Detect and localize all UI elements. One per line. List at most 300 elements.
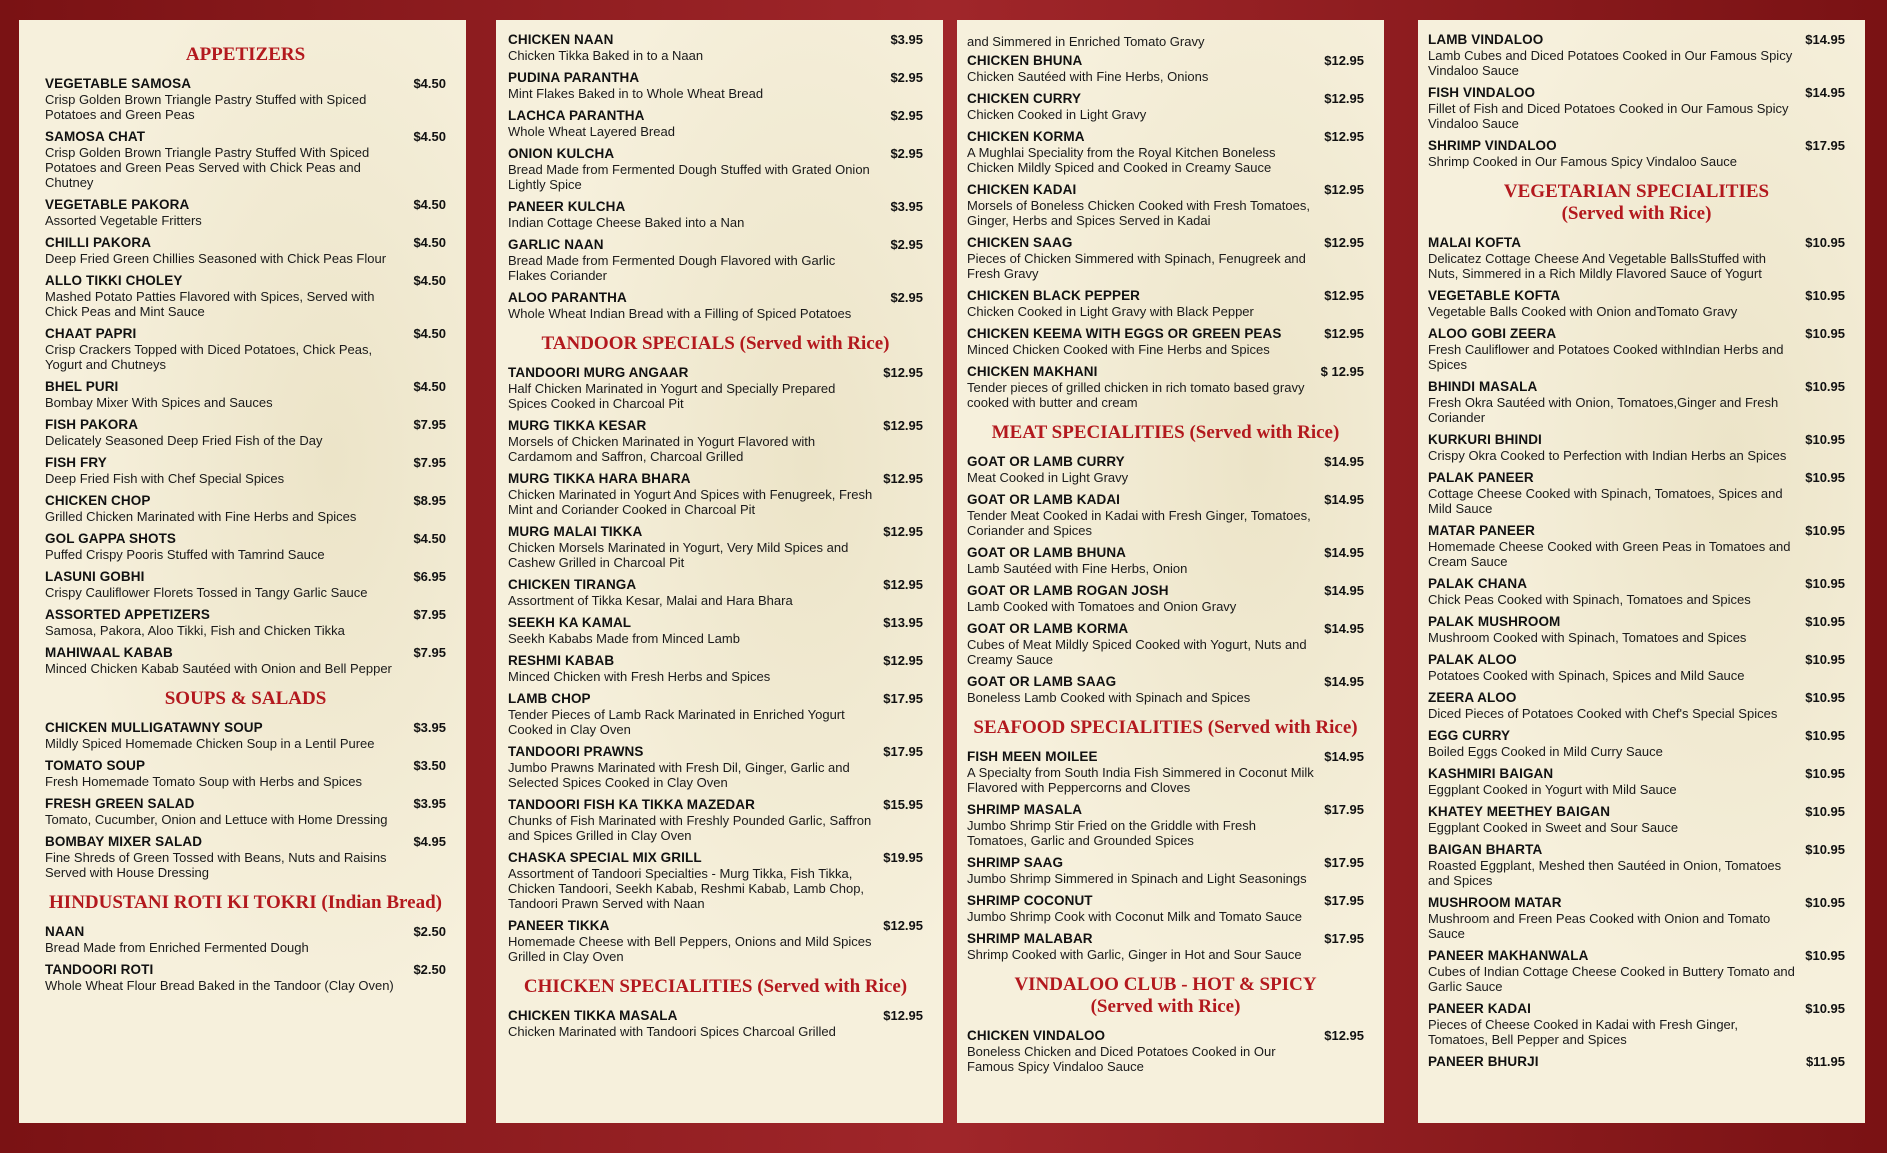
menu-item-description: Homemade Cheese Cooked with Green Peas in Tomatoes and Cream Sauce bbox=[1428, 539, 1791, 569]
menu-item-price: $10.95 bbox=[1805, 288, 1845, 303]
menu-item-name: FISH FRY bbox=[45, 455, 107, 470]
menu-item-description: Fine Shreds of Green Tossed with Beans, Nuts and Raisins Served with House Dressing bbox=[45, 850, 387, 880]
menu-item-name: TANDOORI FISH KA TIKKA MAZEDAR bbox=[508, 797, 755, 812]
menu-item-price: $10.95 bbox=[1805, 326, 1845, 341]
menu-item-price: $10.95 bbox=[1805, 470, 1845, 485]
menu-item-price: $12.95 bbox=[883, 1008, 923, 1023]
menu-item-price: $12.95 bbox=[1324, 129, 1364, 144]
menu-item bbox=[967, 53, 1364, 84]
menu-item-price: $14.95 bbox=[1324, 583, 1364, 598]
menu-item-description: Lamb Cubes and Diced Potatoes Cooked in Our Famous Spicy Vindaloo Sauce bbox=[1428, 48, 1793, 78]
menu-item bbox=[967, 545, 1364, 576]
menu-item-name: BAIGAN BHARTA bbox=[1428, 842, 1543, 857]
menu-item-name: ASSORTED APPETIZERS bbox=[45, 607, 210, 622]
menu-item-description: Bread Made from Fermented Dough Stuffed with Grated Onion Lightly Spice bbox=[508, 162, 870, 192]
menu-item bbox=[1428, 288, 1845, 319]
menu-item bbox=[508, 237, 923, 283]
menu-item-price: $4.50 bbox=[413, 197, 446, 212]
menu-item-description: Indian Cottage Cheese Baked into a Nan bbox=[508, 215, 745, 230]
menu-item-price: $2.95 bbox=[890, 108, 923, 123]
menu-item-price: $10.95 bbox=[1805, 842, 1845, 857]
menu-item bbox=[508, 199, 923, 230]
menu-item-price: $7.95 bbox=[413, 645, 446, 660]
menu-item bbox=[967, 182, 1364, 228]
menu-item-name: FISH MEEN MOILEE bbox=[967, 749, 1098, 764]
menu-item-description: Meat Cooked in Light Gravy bbox=[967, 470, 1129, 485]
menu-item-name: CHICKEN VINDALOO bbox=[967, 1028, 1106, 1043]
menu-item bbox=[967, 674, 1364, 705]
menu-item bbox=[967, 454, 1364, 485]
menu-item-description: Bread Made from Enriched Fermented Dough bbox=[45, 940, 309, 955]
menu-item-description: Chicken Morsels Marinated in Yogurt, Very Mild Spices and Cashew Grilled in Charcoal Pit bbox=[508, 540, 849, 570]
menu-item-name: CHAAT PAPRI bbox=[45, 326, 137, 341]
menu-item-name: PANEER TIKKA bbox=[508, 918, 610, 933]
menu-item-price: $6.95 bbox=[413, 569, 446, 584]
menu-item bbox=[45, 962, 446, 993]
menu-item-price: $7.95 bbox=[413, 417, 446, 432]
menu-item bbox=[45, 455, 446, 486]
menu-item-description: Boneless Lamb Cooked with Spinach and Spices bbox=[967, 690, 1251, 705]
section-title: APPETIZERS bbox=[185, 44, 306, 65]
section-title: HINDUSTANI ROTI KI TOKRI (Indian Bread) bbox=[49, 892, 442, 913]
menu-item-description: Potatoes Cooked with Spinach, Spices and Mild Sauce bbox=[1428, 668, 1745, 683]
menu-item bbox=[508, 615, 923, 646]
menu-item-price: $2.50 bbox=[413, 924, 446, 939]
menu-item bbox=[508, 577, 923, 608]
menu-item bbox=[45, 834, 446, 880]
menu-item-description: Mushroom Cooked with Spinach, Tomatoes and Spices bbox=[1428, 630, 1747, 645]
menu-item-name: PUDINA PARANTHA bbox=[508, 70, 640, 85]
menu-item-price: $10.95 bbox=[1805, 804, 1845, 819]
menu-item-name: TANDOORI ROTI bbox=[45, 962, 154, 977]
menu-item bbox=[1428, 895, 1845, 941]
menu-item-description: Diced Pieces of Potatoes Cooked with Chef's Special Spices bbox=[1428, 706, 1778, 721]
menu-item-price: $4.50 bbox=[413, 129, 446, 144]
menu-item-description: Fresh Homemade Tomato Soup with Herbs and Spices bbox=[45, 774, 362, 789]
menu-item-name: CHICKEN MAKHANI bbox=[967, 364, 1098, 379]
menu-item bbox=[508, 850, 923, 911]
menu-item-description: Jumbo Shrimp Cook with Coconut Milk and Tomato Sauce bbox=[967, 909, 1303, 924]
menu-item bbox=[967, 583, 1364, 614]
menu-item bbox=[967, 326, 1364, 357]
menu-item-price: $12.95 bbox=[883, 365, 923, 380]
menu-item-name: CHICKEN MULLIGATAWNY SOUP bbox=[45, 720, 263, 735]
menu-item-price: $14.95 bbox=[1324, 454, 1364, 469]
menu-item-price: $12.95 bbox=[883, 471, 923, 486]
menu-item bbox=[1428, 614, 1845, 645]
menu-item-description: Chicken Sautéed with Fine Herbs, Onions bbox=[967, 69, 1209, 84]
menu-item-name: CHICKEN SAAG bbox=[967, 235, 1073, 250]
menu-item-description: Morsels of Boneless Chicken Cooked with Fresh Tomatoes, Ginger, Herbs and Spices Served in Kadai bbox=[967, 198, 1310, 228]
section-title: CHICKEN SPECIALITIES (Served with Rice) bbox=[523, 976, 908, 997]
menu-item-name: SHRIMP VINDALOO bbox=[1428, 138, 1557, 153]
continued-description: and Simmered in Enriched Tomato Gravy bbox=[967, 34, 1205, 49]
menu-item-name: CHICKEN CHOP bbox=[45, 493, 151, 508]
menu-item-price: $2.95 bbox=[890, 290, 923, 305]
section-title: SOUPS & SALADS bbox=[164, 688, 327, 709]
menu-item-description: Roasted Eggplant, Meshed then Sautéed in Onion, Tomatoes and Spices bbox=[1428, 858, 1782, 888]
menu-item-price: $14.95 bbox=[1805, 32, 1845, 47]
menu-item-price: $12.95 bbox=[1324, 1028, 1364, 1043]
menu-item-price: $10.95 bbox=[1805, 690, 1845, 705]
menu-item bbox=[1428, 652, 1845, 683]
menu-item-description: Mashed Potato Patties Flavored with Spices, Served with Chick Peas and Mint Sauce bbox=[45, 289, 375, 319]
menu-item bbox=[967, 129, 1364, 175]
menu-item-name: FISH PAKORA bbox=[45, 417, 139, 432]
menu-item-description: Homemade Cheese with Bell Peppers, Onions and Mild Spices Grilled in Clay Oven bbox=[508, 934, 872, 964]
menu-item bbox=[45, 76, 446, 122]
menu-item-name: CHICKEN BHUNA bbox=[967, 53, 1083, 68]
menu-item-description: Mildly Spiced Homemade Chicken Soup in a Lentil Puree bbox=[45, 736, 375, 751]
menu-item-price: $12.95 bbox=[1324, 288, 1364, 303]
menu-panel-3 bbox=[957, 20, 1384, 1123]
menu-item-price: $12.95 bbox=[1324, 235, 1364, 250]
menu-item-name: KURKURI BHINDI bbox=[1428, 432, 1542, 447]
menu-item-price: $7.95 bbox=[413, 607, 446, 622]
menu-item-name: TANDOORI PRAWNS bbox=[508, 744, 644, 759]
menu-item-name: CHILLI PAKORA bbox=[45, 235, 152, 250]
menu-item bbox=[508, 108, 923, 139]
menu-item bbox=[967, 91, 1364, 122]
menu-item bbox=[508, 653, 923, 684]
menu-item-name: SHRIMP MALABAR bbox=[967, 931, 1093, 946]
menu-item-name: PANEER KULCHA bbox=[508, 199, 626, 214]
menu-item bbox=[45, 493, 446, 524]
menu-item-price: $4.50 bbox=[413, 326, 446, 341]
menu-item-price: $12.95 bbox=[883, 653, 923, 668]
menu-item-price: $17.95 bbox=[1805, 138, 1845, 153]
menu-item-description: Crisp Golden Brown Triangle Pastry Stuffed with Spiced Potatoes and Green Peas bbox=[45, 92, 367, 122]
menu-item-price: $12.95 bbox=[1324, 182, 1364, 197]
menu-item-description: Whole Wheat Indian Bread with a Filling of Spiced Potatoes bbox=[508, 306, 852, 321]
menu-item bbox=[1428, 235, 1845, 281]
menu-item-description: Crisp Golden Brown Triangle Pastry Stuffed With Spiced Potatoes and Green Peas Served with Chick Peas and Chutney bbox=[45, 145, 370, 190]
menu-item bbox=[45, 379, 446, 410]
menu-item-description: Crispy Okra Cooked to Perfection with Indian Herbs an Spices bbox=[1428, 448, 1787, 463]
menu-item-description: Chicken Cooked in Light Gravy with Black Pepper bbox=[967, 304, 1254, 319]
menu-item-description: Eggplant Cooked in Sweet and Sour Sauce bbox=[1428, 820, 1679, 835]
menu-item-price: $11.95 bbox=[1805, 1054, 1845, 1069]
menu-item-price: $17.95 bbox=[883, 691, 923, 706]
menu-item-price: $4.50 bbox=[413, 273, 446, 288]
menu-item-description: Mint Flakes Baked in to Whole Wheat Bread bbox=[508, 86, 764, 101]
menu-item-price: $14.95 bbox=[1805, 85, 1845, 100]
menu-item bbox=[1428, 470, 1845, 516]
menu-item-name: SAMOSA CHAT bbox=[45, 129, 146, 144]
menu-item-description: Boneless Chicken and Diced Potatoes Cooked in Our Famous Spicy Vindaloo Sauce bbox=[967, 1044, 1276, 1074]
menu-item-name: SEEKH KA KAMAL bbox=[508, 615, 632, 630]
menu-item bbox=[45, 796, 446, 827]
menu-item-name: BHEL PURI bbox=[45, 379, 119, 394]
menu-item-name: CHASKA SPECIAL MIX GRILL bbox=[508, 850, 702, 865]
menu-item-name: PANEER KADAI bbox=[1428, 1001, 1531, 1016]
menu-item-name: GOL GAPPA SHOTS bbox=[45, 531, 177, 546]
menu-item bbox=[508, 918, 923, 964]
menu-item bbox=[45, 531, 446, 562]
menu-item-name: FRESH GREEN SALAD bbox=[45, 796, 195, 811]
menu-item bbox=[967, 802, 1364, 848]
menu-item-price: $12.95 bbox=[1324, 53, 1364, 68]
menu-item-description: Grilled Chicken Marinated with Fine Herbs and Spices bbox=[45, 509, 357, 524]
menu-item-description: Cubes of Meat Mildly Spiced Cooked with Yogurt, Nuts and Creamy Sauce bbox=[967, 637, 1307, 667]
menu-item-description: Mushroom and Freen Peas Cooked with Onion and Tomato Sauce bbox=[1428, 911, 1771, 941]
menu-item-description: Eggplant Cooked in Yogurt with Mild Sauce bbox=[1428, 782, 1677, 797]
menu-item-price: $14.95 bbox=[1324, 492, 1364, 507]
menu-item-name: CHICKEN TIRANGA bbox=[508, 577, 637, 592]
menu-item-name: RESHMI KABAB bbox=[508, 653, 615, 668]
menu-item-description: Bread Made from Fermented Dough Flavored with Garlic Flakes Coriander bbox=[508, 253, 836, 283]
menu-item-price: $19.95 bbox=[883, 850, 923, 865]
menu-item-price: $8.95 bbox=[413, 493, 446, 508]
menu-item bbox=[1428, 690, 1845, 721]
menu-item bbox=[1428, 804, 1845, 835]
menu-item bbox=[45, 197, 446, 228]
menu-item bbox=[1428, 85, 1845, 131]
menu-item-name: CHICKEN TIKKA MASALA bbox=[508, 1008, 678, 1023]
menu-item bbox=[1428, 728, 1845, 759]
menu-item-price: $4.50 bbox=[413, 379, 446, 394]
menu-item-price: $12.95 bbox=[883, 524, 923, 539]
menu-item-name: MALAI KOFTA bbox=[1428, 235, 1522, 250]
menu-item-description: Cubes of Indian Cottage Cheese Cooked in Buttery Tomato and Garlic Sauce bbox=[1428, 964, 1795, 994]
menu-item-description: Puffed Crispy Pooris Stuffed with Tamrind Sauce bbox=[45, 547, 325, 562]
menu-item-name: MATAR PANEER bbox=[1428, 523, 1535, 538]
menu-item bbox=[45, 273, 446, 319]
menu-item bbox=[967, 893, 1364, 924]
menu-item-name: GARLIC NAAN bbox=[508, 237, 604, 252]
menu-item-price: $2.95 bbox=[890, 70, 923, 85]
menu-item-name: PALAK CHANA bbox=[1428, 576, 1528, 591]
menu-item-name: GOAT OR LAMB CURRY bbox=[967, 454, 1125, 469]
menu-item-name: GOAT OR LAMB BHUNA bbox=[967, 545, 1127, 560]
menu-item-name: KASHMIRI BAIGAN bbox=[1428, 766, 1554, 781]
menu-item-price: $14.95 bbox=[1324, 674, 1364, 689]
menu-item-name: CHICKEN CURRY bbox=[967, 91, 1082, 106]
menu-item bbox=[45, 326, 446, 372]
menu-item-price: $17.95 bbox=[1324, 855, 1364, 870]
menu-item bbox=[967, 1028, 1364, 1074]
menu-item-name: SHRIMP MASALA bbox=[967, 802, 1083, 817]
menu-item-price: $ 12.95 bbox=[1320, 364, 1364, 379]
menu-item bbox=[508, 146, 923, 192]
menu-item-description: Morsels of Chicken Marinated in Yogurt Flavored with Cardamom and Saffron, Charcoal Grilled bbox=[508, 434, 816, 464]
menu-item-name: LACHCA PARANTHA bbox=[508, 108, 645, 123]
menu-item-description: Pieces of Chicken Simmered with Spinach, Fenugreek and Fresh Gravy bbox=[967, 251, 1306, 281]
menu-item-price: $10.95 bbox=[1805, 1001, 1845, 1016]
menu-item bbox=[1428, 432, 1845, 463]
menu-item-price: $12.95 bbox=[883, 918, 923, 933]
menu-item bbox=[1428, 326, 1845, 372]
menu-item-name: PALAK ALOO bbox=[1428, 652, 1517, 667]
menu-item-price: $4.95 bbox=[413, 834, 446, 849]
menu-item bbox=[45, 569, 446, 600]
menu-item-name: ALLO TIKKI CHOLEY bbox=[45, 273, 183, 288]
menu-item-name: EGG CURRY bbox=[1428, 728, 1511, 743]
menu-item bbox=[1428, 1054, 1845, 1069]
menu-item-price: $7.95 bbox=[413, 455, 446, 470]
menu-item-description: Bombay Mixer With Spices and Sauces bbox=[45, 395, 273, 410]
menu-item bbox=[45, 645, 446, 676]
menu-item-price: $2.95 bbox=[890, 237, 923, 252]
menu-item-name: VEGETABLE KOFTA bbox=[1428, 288, 1561, 303]
menu-item-price: $10.95 bbox=[1805, 523, 1845, 538]
menu-item-price: $17.95 bbox=[1324, 931, 1364, 946]
menu-item-name: CHICKEN NAAN bbox=[508, 32, 614, 47]
menu-item bbox=[1428, 766, 1845, 797]
menu-item-description: Fillet of Fish and Diced Potatoes Cooked in Our Famous Spicy Vindaloo Sauce bbox=[1428, 101, 1789, 131]
menu-item-description: Chicken Marinated in Yogurt And Spices with Fenugreek, Fresh Mint and Coriander Cooked in Charcoal Pit bbox=[508, 487, 873, 517]
menu-item-description: Samosa, Pakora, Aloo Tikki, Fish and Chicken Tikka bbox=[45, 623, 345, 638]
menu-item-name: TANDOORI MURG ANGAAR bbox=[508, 365, 689, 380]
menu-item-name: ALOO PARANTHA bbox=[508, 290, 627, 305]
menu-item bbox=[967, 749, 1364, 795]
menu-item-price: $17.95 bbox=[1324, 893, 1364, 908]
menu-item bbox=[45, 758, 446, 789]
menu-item-name: KHATEY MEETHEY BAIGAN bbox=[1428, 804, 1611, 819]
menu-item-name: CHICKEN KADAI bbox=[967, 182, 1077, 197]
menu-item-price: $14.95 bbox=[1324, 621, 1364, 636]
menu-item-description: Minced Chicken with Fresh Herbs and Spices bbox=[508, 669, 771, 684]
menu-item-description: Assorted Vegetable Fritters bbox=[45, 213, 202, 228]
menu-item-name: MURG TIKKA KESAR bbox=[508, 418, 647, 433]
menu-item-price: $2.95 bbox=[890, 146, 923, 161]
menu-item-name: ZEERA ALOO bbox=[1428, 690, 1517, 705]
menu-item bbox=[967, 364, 1364, 410]
menu-item-description: Shrimp Cooked with Garlic, Ginger in Hot and Sour Sauce bbox=[967, 947, 1302, 962]
menu-item-name: ONION KULCHA bbox=[508, 146, 615, 161]
menu-item bbox=[1428, 138, 1845, 169]
menu-item-description: Jumbo Shrimp Stir Fried on the Griddle with Fresh Tomatoes, Garlic and Grounded Spices bbox=[967, 818, 1256, 848]
menu-item-name: NAAN bbox=[45, 924, 85, 939]
menu-item-description: Fresh Cauliflower and Potatoes Cooked withIndian Herbs and Spices bbox=[1428, 342, 1784, 372]
menu-item-description: Lamb Cooked with Tomatoes and Onion Gravy bbox=[967, 599, 1237, 614]
menu-item bbox=[1428, 842, 1845, 888]
menu-item bbox=[967, 235, 1364, 281]
menu-item-description: Vegetable Balls Cooked with Onion andTomato Gravy bbox=[1428, 304, 1738, 319]
menu-item-name: GOAT OR LAMB ROGAN JOSH bbox=[967, 583, 1169, 598]
menu-item-name: FISH VINDALOO bbox=[1428, 85, 1536, 100]
menu-item-description: Jumbo Shrimp Simmered in Spinach and Light Seasonings bbox=[967, 871, 1307, 886]
menu-item-name: LAMB CHOP bbox=[508, 691, 591, 706]
menu-item-description: A Specialty from South India Fish Simmered in Coconut Milk Flavored with Peppercorns and Cloves bbox=[967, 765, 1314, 795]
menu-item bbox=[967, 855, 1364, 886]
menu-item-price: $3.95 bbox=[890, 199, 923, 214]
menu-item bbox=[1428, 948, 1845, 994]
menu-item-description: Minced Chicken Kabab Sautéed with Onion and Bell Pepper bbox=[45, 661, 392, 676]
menu-item bbox=[508, 70, 923, 101]
menu-item-description: Crispy Cauliflower Florets Tossed in Tangy Garlic Sauce bbox=[45, 585, 368, 600]
menu-item-price: $12.95 bbox=[1324, 91, 1364, 106]
menu-item bbox=[45, 607, 446, 638]
menu-item-name: MAHIWAAL KABAB bbox=[45, 645, 173, 660]
menu-item bbox=[967, 492, 1364, 538]
menu-item bbox=[508, 797, 923, 843]
menu-item-description: Chunks of Fish Marinated with Freshly Pounded Garlic, Saffron and Spices Grilled in Clay Oven bbox=[508, 813, 872, 843]
menu-item-price: $10.95 bbox=[1805, 576, 1845, 591]
menu-item-price: $4.50 bbox=[413, 76, 446, 91]
menu-item-price: $10.95 bbox=[1805, 432, 1845, 447]
menu-item-description: Chicken Cooked in Light Gravy bbox=[967, 107, 1147, 122]
menu-item-description: Delicatez Cottage Cheese And Vegetable BallsStuffed with Nuts, Simmered in a Rich Mildly Flavored Sauce of Yogurt bbox=[1428, 251, 1766, 281]
menu-item-price: $14.95 bbox=[1324, 749, 1364, 764]
menu-item-description: Delicately Seasoned Deep Fried Fish of the Day bbox=[45, 433, 323, 448]
menu-item-description: Lamb Sautéed with Fine Herbs, Onion bbox=[967, 561, 1188, 576]
menu-item-description: Tender pieces of grilled chicken in rich tomato based gravy cooked with butter and cream bbox=[967, 380, 1305, 410]
section-title: SEAFOOD SPECIALITIES (Served with Rice) bbox=[973, 717, 1358, 738]
menu-item bbox=[1428, 523, 1845, 569]
menu-item bbox=[967, 621, 1364, 667]
menu-item-price: $2.50 bbox=[413, 962, 446, 977]
menu-item-description: Deep Fried Fish with Chef Special Spices bbox=[45, 471, 285, 486]
menu-item-name: GOAT OR LAMB KADAI bbox=[967, 492, 1121, 507]
menu-item bbox=[45, 417, 446, 448]
menu-item-name: SHRIMP COCONUT bbox=[967, 893, 1093, 908]
menu-item-description: Half Chicken Marinated in Yogurt and Specially Prepared Spices Cooked in Charcoal Pit bbox=[508, 381, 836, 411]
menu-item-name: MURG TIKKA HARA BHARA bbox=[508, 471, 691, 486]
menu-item bbox=[967, 288, 1364, 319]
menu-item-price: $13.95 bbox=[883, 615, 923, 630]
menu-item-name: PALAK PANEER bbox=[1428, 470, 1534, 485]
menu-item-name: MURG MALAI TIKKA bbox=[508, 524, 643, 539]
menu-item-name: GOAT OR LAMB SAAG bbox=[967, 674, 1117, 689]
menu-item bbox=[45, 924, 446, 955]
menu-item-name: CHICKEN BLACK PEPPER bbox=[967, 288, 1141, 303]
menu-item-description: Whole Wheat Layered Bread bbox=[508, 124, 675, 139]
menu-item-description: Deep Fried Green Chillies Seasoned with Chick Peas Flour bbox=[45, 251, 387, 266]
menu-item-name: PANEER MAKHANWALA bbox=[1428, 948, 1589, 963]
menu-item-description: Tender Meat Cooked in Kadai with Fresh Ginger, Tomatoes, Coriander and Spices bbox=[967, 508, 1311, 538]
menu-item-price: $12.95 bbox=[883, 418, 923, 433]
menu-item-price: $17.95 bbox=[1324, 802, 1364, 817]
menu-item-description: Tomato, Cucumber, Onion and Lettuce with Home Dressing bbox=[45, 812, 388, 827]
menu-item-name: MUSHROOM MATAR bbox=[1428, 895, 1562, 910]
menu-item-description: Whole Wheat Flour Bread Baked in the Tandoor (Clay Oven) bbox=[45, 978, 394, 993]
menu-item-description: Tender Pieces of Lamb Rack Marinated in Enriched Yogurt Cooked in Clay Oven bbox=[508, 707, 845, 737]
menu-item bbox=[1428, 576, 1845, 607]
menu-item bbox=[508, 418, 923, 464]
menu-item bbox=[508, 365, 923, 411]
menu-item-price: $10.95 bbox=[1805, 766, 1845, 781]
menu-item-name: LAMB VINDALOO bbox=[1428, 32, 1544, 47]
menu-item-price: $10.95 bbox=[1805, 614, 1845, 629]
menu-item-name: ALOO GOBI ZEERA bbox=[1428, 326, 1557, 341]
menu-item-price: $12.95 bbox=[883, 577, 923, 592]
menu-item-name: VEGETABLE SAMOSA bbox=[45, 76, 192, 91]
menu-item-name: CHICKEN KORMA bbox=[967, 129, 1085, 144]
section-title: VEGETARIAN SPECIALITIES (Served with Rice) bbox=[1503, 181, 1770, 224]
menu-item-description: Boiled Eggs Cooked in Mild Curry Sauce bbox=[1428, 744, 1663, 759]
menu-item bbox=[1428, 1001, 1845, 1047]
menu-item-name: BHINDI MASALA bbox=[1428, 379, 1538, 394]
menu-item-description: Chicken Tikka Baked in to a Naan bbox=[508, 48, 704, 63]
menu-item-description: Assortment of Tikka Kesar, Malai and Hara Bhara bbox=[508, 593, 793, 608]
menu-item-price: $3.95 bbox=[413, 720, 446, 735]
menu-item bbox=[508, 691, 923, 737]
menu-item bbox=[967, 931, 1364, 962]
menu-item bbox=[45, 720, 446, 751]
menu-item-price: $10.95 bbox=[1805, 948, 1845, 963]
menu-item bbox=[45, 129, 446, 190]
menu-item bbox=[1428, 32, 1845, 78]
menu-item-price: $10.95 bbox=[1805, 728, 1845, 743]
menu-item-price: $10.95 bbox=[1805, 895, 1845, 910]
menu-item bbox=[508, 471, 923, 517]
menu-item-description: Jumbo Prawns Marinated with Fresh Dil, Ginger, Garlic and Selected Spices Cooked in Clay Oven bbox=[508, 760, 850, 790]
menu-item-name: LASUNI GOBHI bbox=[45, 569, 145, 584]
menu-item-description: Chick Peas Cooked with Spinach, Tomatoes and Spices bbox=[1428, 592, 1751, 607]
menu-item-description: Cottage Cheese Cooked with Spinach, Tomatoes, Spices and Mild Sauce bbox=[1428, 486, 1783, 516]
menu-item-description: Minced Chicken Cooked with Fine Herbs and Spices bbox=[967, 342, 1270, 357]
